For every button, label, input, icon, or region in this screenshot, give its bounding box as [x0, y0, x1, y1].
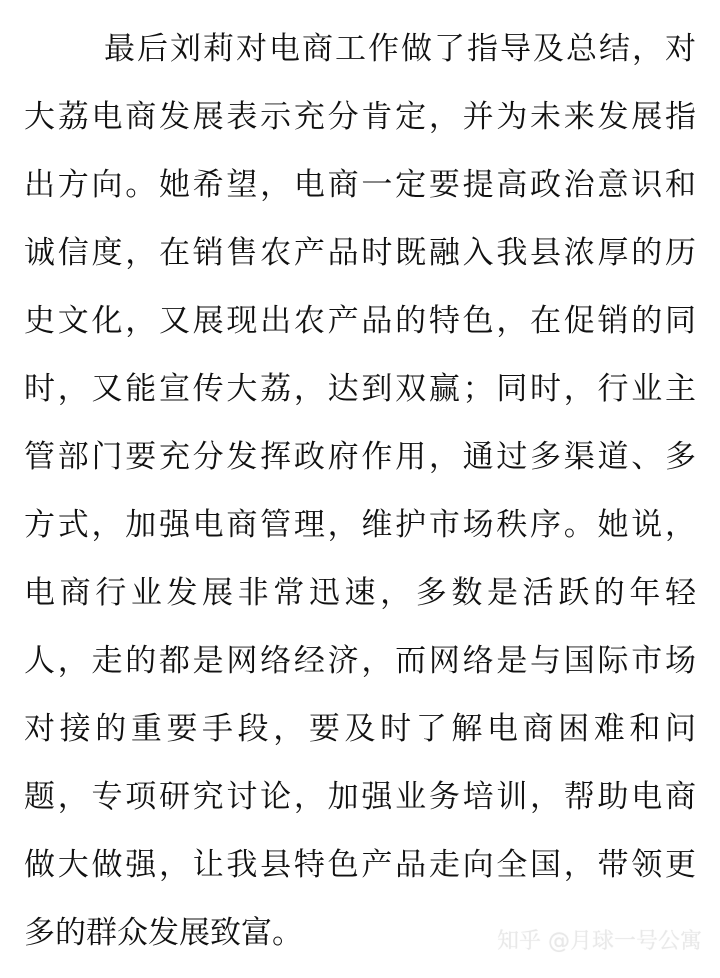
paragraph-line-11: 对接的重要手段，要及时了解电商困难和问 — [24, 711, 696, 747]
zhihu-watermark: 知乎 @月球一号公寓 — [497, 929, 702, 954]
paragraph-line-8: 方式，加强电商管理，维护市场秩序。她说， — [24, 507, 696, 543]
paragraph-line-5: 史文化，又展现出农产品的特色，在促销的同 — [24, 303, 696, 339]
paragraph-line-2: 大荔电商发展表示充分肯定，并为未来发展指 — [24, 99, 696, 135]
paragraph-line-1: 最后刘莉对电商工作做了指导及总结，对 — [104, 31, 696, 67]
paragraph-line-10: 人，走的都是网络经济，而网络是与国际市场 — [24, 643, 696, 679]
paragraph-line-6: 时，又能宣传大荔，达到双赢；同时，行业主 — [24, 371, 696, 407]
paragraph-line-9: 电商行业发展非常迅速，多数是活跃的年轻 — [24, 575, 696, 611]
paragraph-line-3: 出方向。她希望，电商一定要提高政治意识和 — [24, 167, 696, 203]
paragraph-line-12: 题，专项研究讨论，加强业务培训，帮助电商 — [24, 779, 696, 815]
paragraph-line-13: 做大做强，让我县特色产品走向全国，带领更 — [24, 847, 696, 883]
paragraph-line-4: 诚信度，在销售农产品时既融入我县浓厚的历 — [24, 235, 696, 271]
paragraph-line-7: 管部门要充分发挥政府作用，通过多渠道、多 — [24, 439, 696, 475]
paragraph-line-14: 多的群众发展致富。 — [24, 915, 303, 951]
